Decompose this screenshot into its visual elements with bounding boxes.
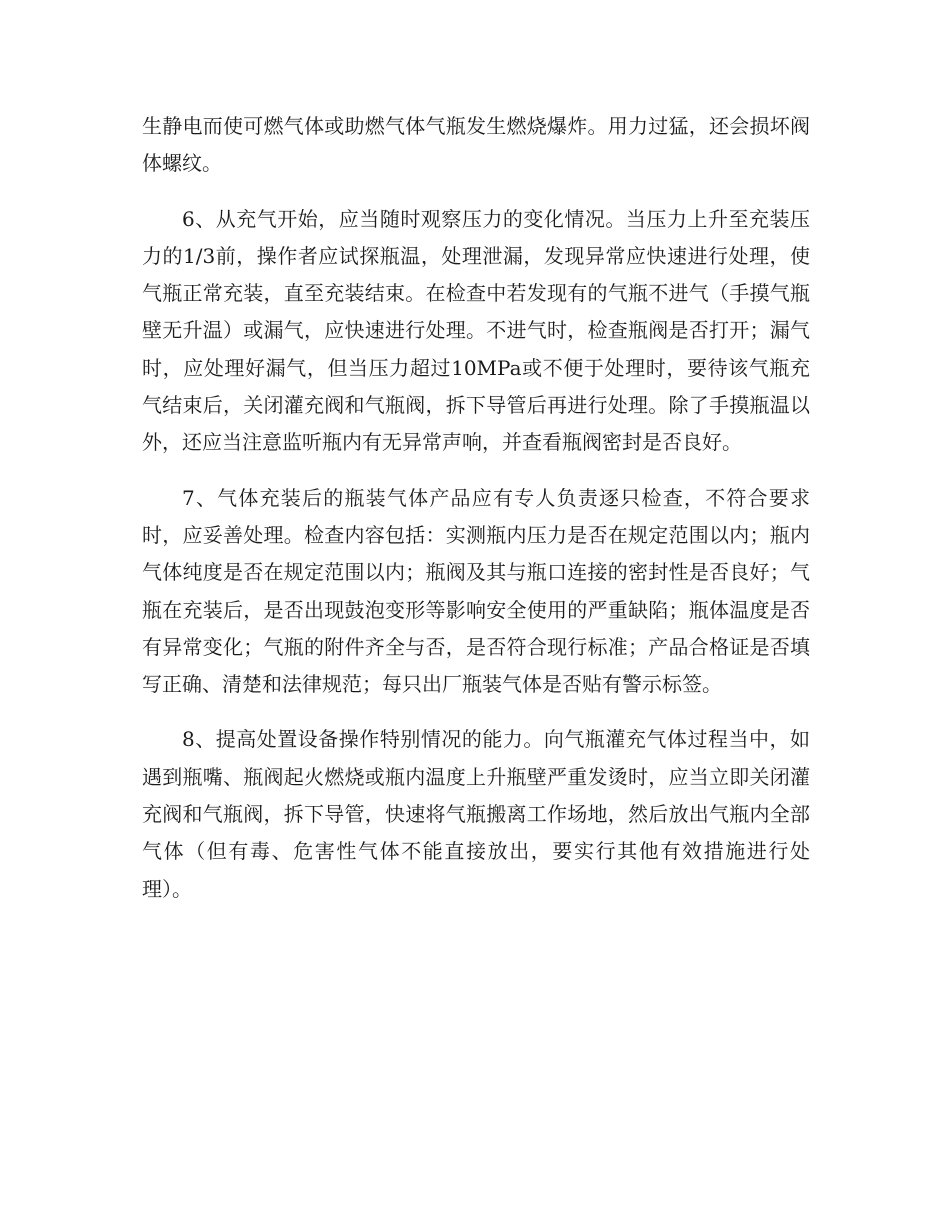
document-body	[142, 108, 810, 908]
paragraph-item-7: 7、气体充装后的瓶装气体产品应有专人负责逐只检查，不符合要求时，应妥善处理。检查内容包括：实测瓶内压力是否在规定范围以内；瓶内气体纯度是否在规定范围以内；瓶阀及其与瓶口连接的密封性是否良好；气瓶在充装后，是否出现鼓泡变形等影响安全使用的严重缺陷；瓶体温度是否有异常变化；气瓶的附件齐全与否，是否符合现行标准；产品合格证是否填写正确、清楚和法律规范；每只出厂瓶装气体是否贴有警示标签。	[142, 485, 810, 697]
paragraph-continuation: 生静电而使可燃气体或助燃气体气瓶发生燃烧爆炸。用力过猛，还会损坏阀体螺纹。	[142, 114, 810, 176]
paragraph-item-6: 6、从充气开始，应当随时观察压力的变化情况。当压力上升至充装压力的1/3前，操作者应试探瓶温，处理泄漏，发现异常应快速进行处理，使气瓶正常充装，直至充装结束。在检查中若发现有的气瓶不进气（手摸气瓶壁无升温）或漏气，应快速进行处理。不进气时，检查瓶阀是否打开；漏气时，应处理好漏气，但当压力超过10MPa或不便于处理时，要待该气瓶充气结束后，关闭灌充阀和气瓶阀，拆下导管后再进行处理。除了手摸瓶温以外，还应当注意监听瓶内有无异常声响，并查看瓶阀密封是否良好。	[142, 206, 810, 455]
paragraph-item-8: 8、提高处置设备操作特别情况的能力。向气瓶灌充气体过程当中，如遇到瓶嘴、瓶阀起火燃烧或瓶内温度上升瓶壁严重发烫时，应当立即关闭灌充阀和气瓶阀，拆下导管，快速将气瓶搬离工作场地，然后放出气瓶内全部气体（但有毒、危害性气体不能直接放出，要实行其他有效措施进行处理）。	[142, 727, 810, 901]
